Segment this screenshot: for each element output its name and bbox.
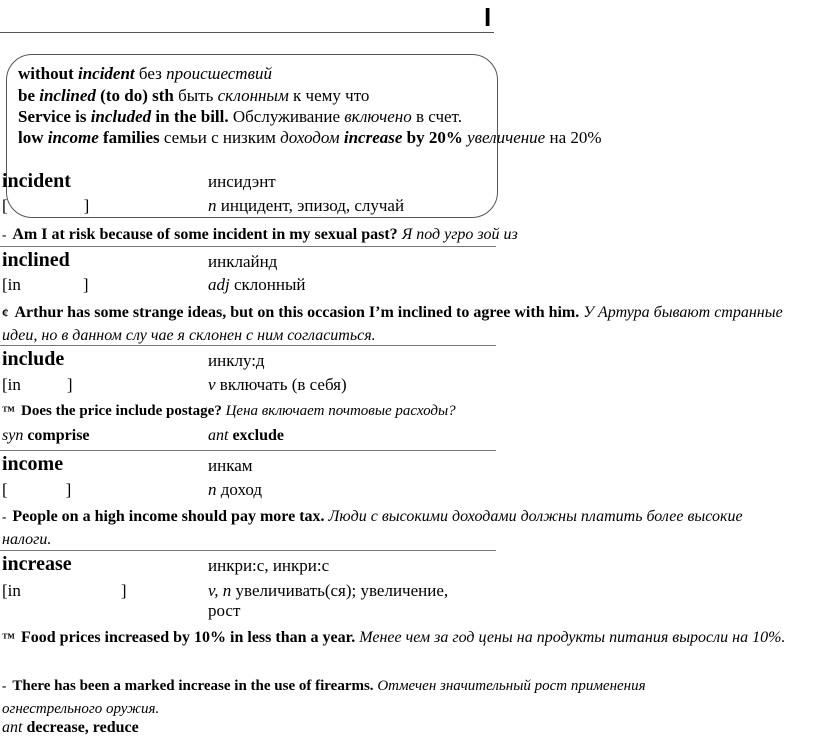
usage-example: - Am I at risk because of some incident in my sexual past? Я под угро зой из xyxy=(2,226,518,243)
definition: adj склонный xyxy=(208,275,306,294)
example-line: without incident без происшествий xyxy=(18,64,272,83)
transcription: инкри:с, инкри:с xyxy=(208,556,330,575)
entry-divider xyxy=(0,246,496,247)
example-line: be inclined (to do) sth быть склонным к чему что xyxy=(18,86,370,105)
pronunciation: [ ] xyxy=(2,196,90,215)
transcription: инклайнд xyxy=(208,252,278,271)
pronunciation: [in ] xyxy=(2,375,73,394)
usage-example: ™ Does the price include postage? Цена включает почтовые расходы? xyxy=(2,403,456,419)
definition: v, n увеличивать(ся); увеличение, xyxy=(208,581,449,600)
pronunciation: [in ] xyxy=(2,275,89,294)
definition: v включать (в себя) xyxy=(208,375,347,394)
antonym: ant decrease, reduce xyxy=(2,719,139,736)
definition: n инцидент, эпизод, случай xyxy=(208,196,405,215)
usage-example: - People on a high income should pay more tax. Люди с высокими доходами должны платить более высокие налоги. xyxy=(2,508,743,548)
definition: n доход xyxy=(208,480,262,499)
usage-example: ™ Food prices increased by 10% in less than a year. Менее чем за год цены на продукты питания выросли на 10%. xyxy=(2,629,786,646)
headword-inclined: inclined xyxy=(2,249,70,271)
entry-divider xyxy=(0,450,496,451)
section-letter: I xyxy=(484,2,492,32)
transcription: инсидэнт xyxy=(208,172,276,191)
entry-divider xyxy=(0,345,496,346)
definition-continuation: рост xyxy=(208,601,241,620)
usage-example: ¢ Arthur has some strange ideas, but on this occasion I’m inclined to agree with him. У Артура бывают странные идеи, но в данном слу чае я склонен с ним согласиться. xyxy=(2,304,783,344)
example-line: low income families семьи с низким доходом increase by 20% увеличение на 20% xyxy=(18,128,602,147)
headword-income: income xyxy=(2,453,64,475)
pronunciation: [in ] xyxy=(2,581,127,600)
top-divider xyxy=(0,32,494,33)
transcription: инкам xyxy=(208,456,253,475)
synonym: syn comprise xyxy=(2,427,90,444)
entry-divider xyxy=(0,550,496,551)
example-line: Service is included in the bill. Обслуживание включено в счет. xyxy=(18,107,462,126)
headword-include: include xyxy=(2,348,65,370)
headword-increase: increase xyxy=(2,553,72,575)
headword-incident: incident xyxy=(2,170,71,192)
antonym: ant exclude xyxy=(208,427,284,444)
transcription: инклу:д xyxy=(208,351,265,370)
usage-example: - There has been a marked increase in the use of firearms. Отмечен значительный рост применения огнестрельного оружия. xyxy=(2,678,646,717)
pronunciation: [ ] xyxy=(2,480,72,499)
